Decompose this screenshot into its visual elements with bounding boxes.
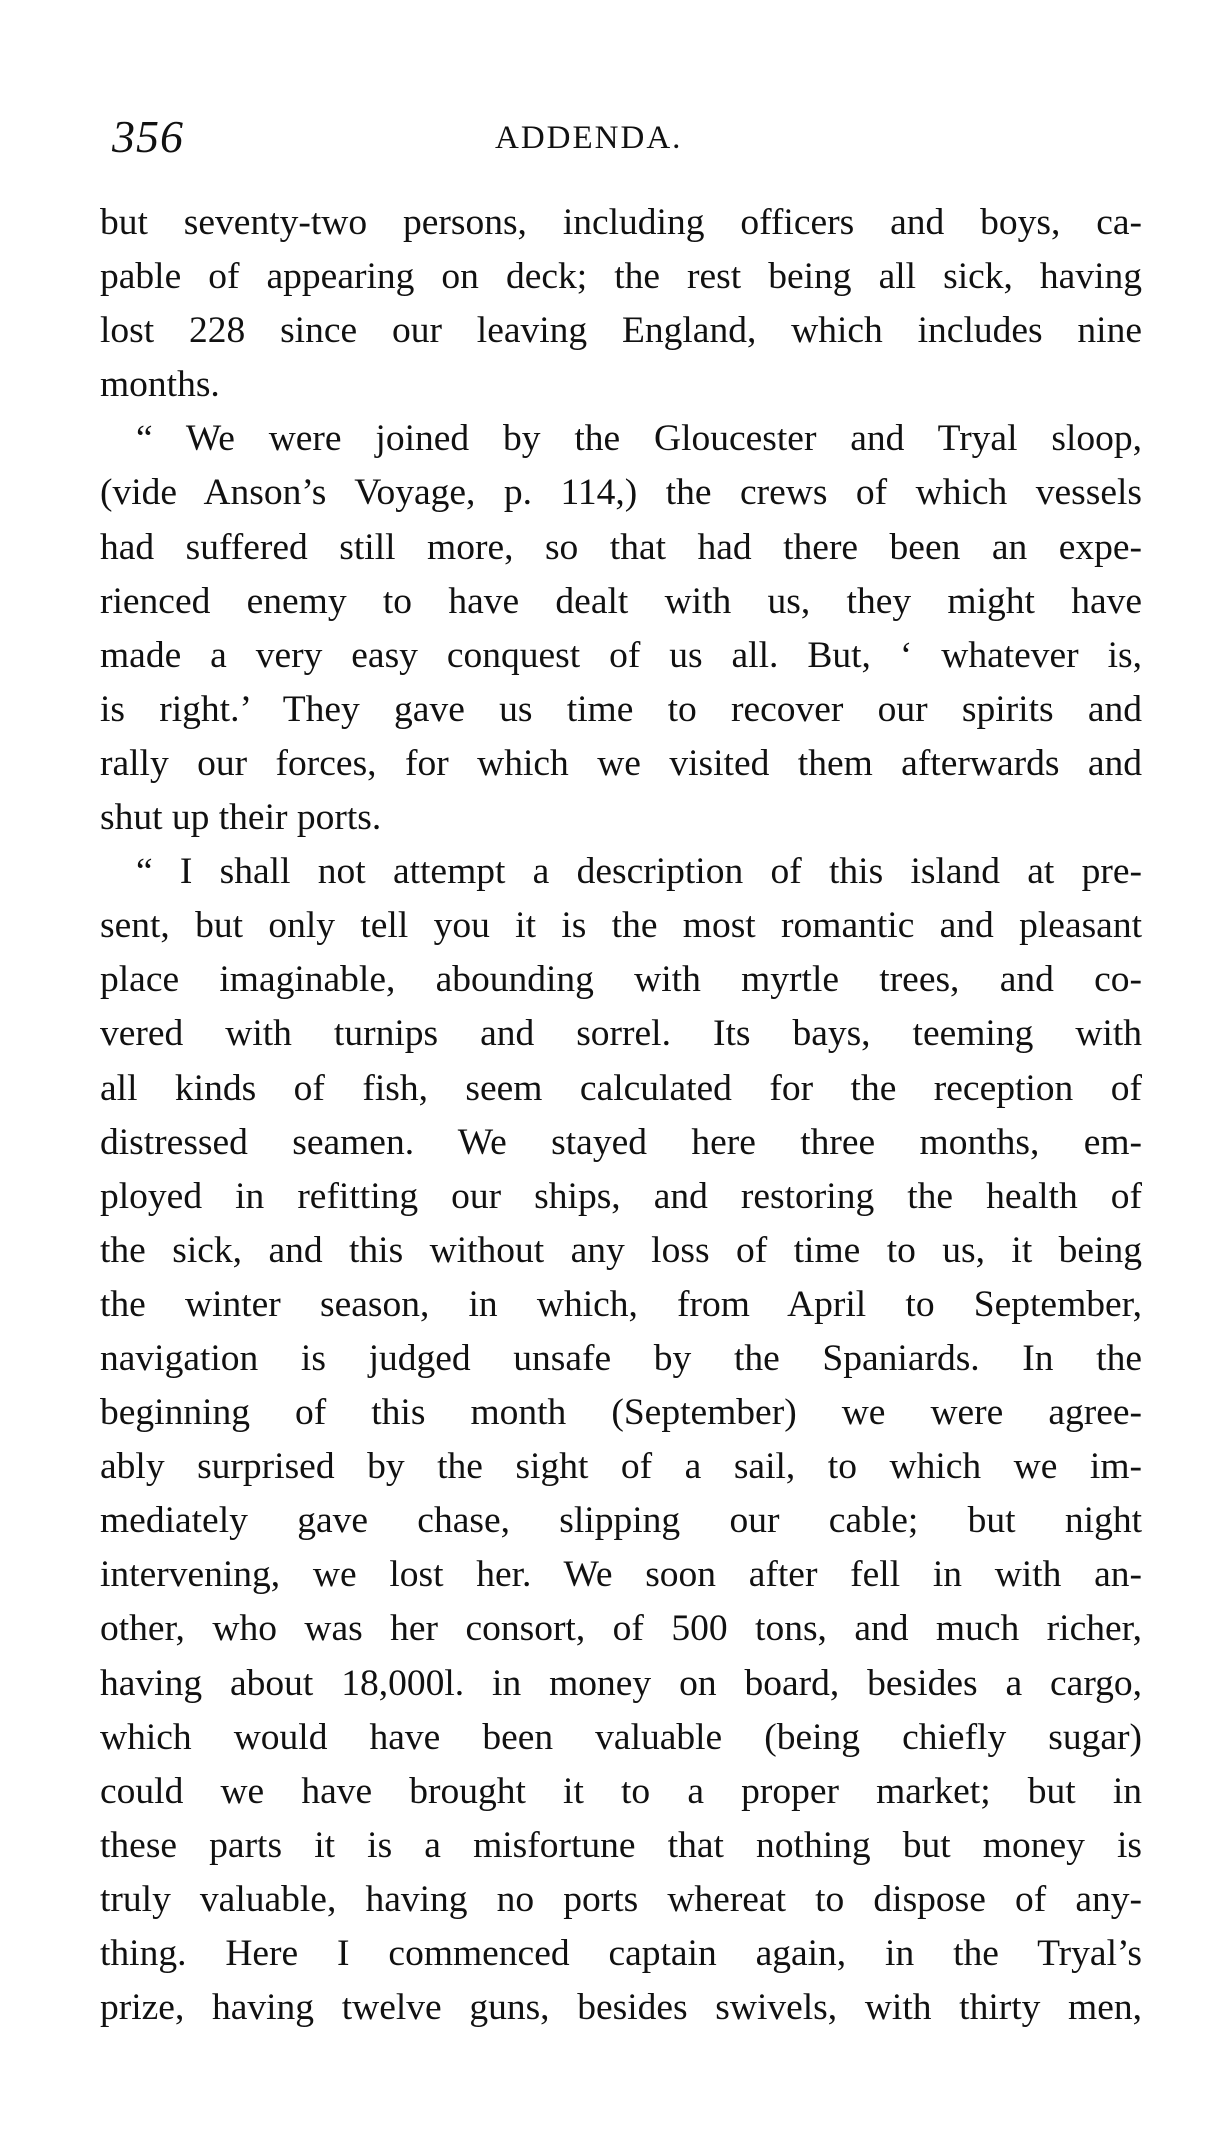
text-line: other, who was her consort, of 500 tons, and much richer, (100, 1608, 1142, 1650)
running-head: ADDENDA. (495, 120, 683, 156)
page-number: 356 (112, 111, 184, 162)
text-line: “ We were joined by the Gloucester and Tryal sloop, (136, 418, 1142, 460)
text-line: these parts it is a misfortune that nothing but money is (100, 1824, 1142, 1866)
body-text (100, 196, 1142, 2035)
text-line: could we have brought it to a proper market; but in (100, 1770, 1142, 1812)
text-line: rienced enemy to have dealt with us, they might have (100, 580, 1142, 622)
text-line: mediately gave chase, slipping our cable; but night (100, 1500, 1142, 1542)
text-line: the sick, and this without any loss of time to us, it being (100, 1229, 1142, 1271)
text-line: is right.’ They gave us time to recover our spirits and (100, 688, 1142, 730)
text-line: sent, but only tell you it is the most romantic and pleasant (100, 905, 1142, 947)
text-line: intervening, we lost her. We soon after fell in with an- (100, 1554, 1142, 1596)
text-line: made a very easy conquest of us all. But, ‘ whatever is, (100, 634, 1142, 676)
text-line: truly valuable, having no ports whereat to dispose of any- (100, 1878, 1142, 1920)
text-line: shut up their ports. (100, 797, 382, 839)
text-line: rally our forces, for which we visited them afterwards and (100, 742, 1142, 784)
text-line: pable of appearing on deck; the rest being all sick, having (100, 256, 1142, 298)
text-line: place imaginable, abounding with myrtle trees, and co- (100, 959, 1142, 1001)
text-line: all kinds of fish, seem calculated for the reception of (100, 1067, 1142, 1109)
text-line: navigation is judged unsafe by the Spaniards. In the (100, 1337, 1142, 1379)
text-line: prize, having twelve guns, besides swivels, with thirty men, (100, 1987, 1142, 2029)
text-line: ployed in refitting our ships, and restoring the health of (100, 1175, 1142, 1217)
text-line: which would have been valuable (being chiefly sugar) (100, 1716, 1142, 1758)
text-line: ably surprised by the sight of a sail, to which we im- (100, 1446, 1142, 1488)
text-line: had suffered still more, so that had there been an expe- (100, 526, 1142, 568)
text-line: (vide Anson’s Voyage, p. 114,) the crews of which vessels (100, 472, 1142, 514)
text-line: distressed seamen. We stayed here three months, em- (100, 1121, 1142, 1163)
text-line: having about 18,000l. in money on board, besides a cargo, (100, 1662, 1142, 1704)
text-line: thing. Here I commenced captain again, in the Tryal’s (100, 1933, 1142, 1974)
text-line: beginning of this month (September) we were agree- (100, 1392, 1142, 1434)
text-line: “ I shall not attempt a description of this island at pre- (136, 851, 1142, 893)
text-line: the winter season, in which, from April to September, (100, 1283, 1142, 1325)
text-line: lost 228 since our leaving England, which includes nine (100, 310, 1142, 352)
text-line: months. (100, 364, 220, 406)
text-line: but seventy-two persons, including officers and boys, ca- (100, 202, 1142, 243)
text-line: vered with turnips and sorrel. Its bays, teeming with (100, 1013, 1142, 1055)
